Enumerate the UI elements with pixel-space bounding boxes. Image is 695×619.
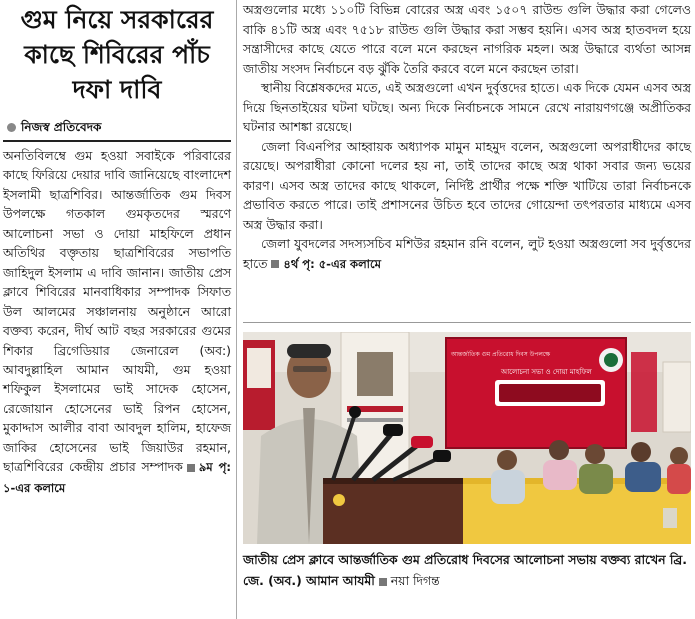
headline-divider <box>3 140 231 142</box>
paragraph-text: জেলা যুবদলের সদস্যসচিব মশিউর রহমান রনি বলেন, লুট হওয়া অস্ত্রগুলো সব দুর্বৃত্তদের হাতে <box>243 236 691 271</box>
bullet-icon <box>7 123 16 132</box>
press-conference-photo <box>243 332 691 544</box>
photo-caption <box>243 549 691 591</box>
column-divider <box>236 0 237 619</box>
paragraph: জেলা বিএনপির আহ্বায়ক অধ্যাপক মামুন মাহমুদ বলেন, অস্ত্রগুলো অপরাধীদের কাছে রয়েছে। অপরাধীরা কোনো দলের হয় না, তাই তাদের কাছে অস্ত্র থাকা সবার জন্য ভয়ের কারণ। এসব অস্ত্র তাদের কাছে থাকলে, নির্দিষ্ট প্রার্থীর পক্ষে শক্তি খাটিয়ে তারা নির্বাচনকে প্রভাবিত করতে পারে। তাই প্রশাসনের উচিত হবে তাদের গোয়েন্দা তৎপরতার মাধ্যমে এসব অস্ত্র উদ্ধার করা। <box>243 138 691 232</box>
banner-main-text: আন্তর্জাতিক গুম প্রতিরোধ দিবস উপলক্ষে <box>451 351 551 358</box>
paragraph: স্থানীয় বিশ্লেষকদের মতে, এই অস্ত্রগুলো এখন দুর্বৃত্তদের হাতে। এক দিকে যেমন এসব অস্ত্র দিয়ে ছিনতাইয়ের ঘটনা ঘটছে। অন্য দিকে নির্বাচনকে সামনে রেখে নারায়ণগঞ্জে অপ্রীতিকর ঘটনার আশঙ্কা রয়েছে। <box>243 80 691 134</box>
left-article-body <box>3 146 231 498</box>
caption-text: জাতীয় প্রেস ক্লাবে আন্তর্জাতিক গুম প্রতিরোধ দিবসের আলোচনা সভায় বক্তব্য রাখেন ব্রি. জে. (অব.) আমান আযমী <box>243 552 687 588</box>
square-bullet-icon <box>271 260 279 268</box>
continuation-text: ৪র্থ পৃ: ৫-এর কলামে <box>283 256 381 271</box>
photo-credit: নয়া দিগন্ত <box>390 573 440 588</box>
square-bullet-icon <box>379 578 387 586</box>
banner-sub-text: আলোচনা সভা ও দোয়া মাহফিল <box>501 368 592 376</box>
article-headline: গুম নিয়ে সরকারের কাছে শিবিরের পাঁচ দফা দাবি <box>20 5 214 104</box>
square-bullet-icon <box>187 464 195 472</box>
paragraph <box>243 234 691 274</box>
paragraph: অস্ত্রগুলোর মধ্যে ১১০টি বিভিন্ন বোরের অস্ত্র এবং ১৫০৭ রাউন্ড গুলি উদ্ধার করা গেলেও বাকি ৪১টি অস্ত্র এবং ৭৫১৮ রাউন্ড গুলি উদ্ধার করা সম্ভব হয়নি। এসব অস্ত্র হাতবদল হয়ে সন্ত্রাসীদের কাছে যেতে পারে বলে মনে করছেন নাগরিক মহল। অস্ত্র উদ্ধারে ব্যর্থতা আসন্ন জাতীয় সংসদ নির্বাচনে বড় ঝুঁকি তৈরি করবে বলে মনে করছেন তারা। <box>243 2 691 76</box>
left-article-column <box>3 0 231 619</box>
byline-text: নিজস্ব প্রতিবেদক <box>21 120 102 134</box>
continuation-note[interactable] <box>267 257 381 271</box>
left-article-text: অনতিবিলম্বে গুম হওয়া সবাইকে পরিবারের কাছে ফিরিয়ে দেয়ার দাবি জানিয়েছে বাংলাদেশ ইসলামী ছাত্রশিবির। আন্তর্জাতিক গুম দিবস উপলক্ষে গতকাল গুমকৃতদের স্মরণে আলোচনা সভা ও দোয়া মাহফিলে প্রধান অতিথির বক্তৃতায় ছাত্রশিবিরের সভাপতি জাহিদুল ইসলাম এ দাবি জানান। জাতীয় প্রেস ক্লাবে শিবিরের মানবাধিকার সম্পাদক সিফাত উল আলমের সঞ্চালনায় অনুষ্ঠানে আরো বক্তব্য করেন, দীর্ঘ আট বছর সরকারের গুমের শিকার ব্রিগেডিয়ার জেনারেল (অব:) আবদুল্লাহিল আমান আযমী, গুম হওয়া শফিকুল ইসলামের ভাই সাদেক হোসেন, রেজোয়ান হোসেনের ভাই রিপন হোসেন, মুকাদ্দাস আলীর বাবা আবদুল হালিম, হাফেজ জাকির হোসেনের ভাই জিয়াউর রহমান, ছাত্রশিবিরের কেন্দ্রীয় প্রচার সম্পাদক <box>3 148 231 475</box>
article-byline <box>7 119 101 139</box>
photo-divider <box>243 322 691 323</box>
news-photo <box>243 332 691 544</box>
right-article-body <box>243 0 691 274</box>
continuation-text: ৯ম পৃ: ১-এর কলামে <box>3 460 231 495</box>
